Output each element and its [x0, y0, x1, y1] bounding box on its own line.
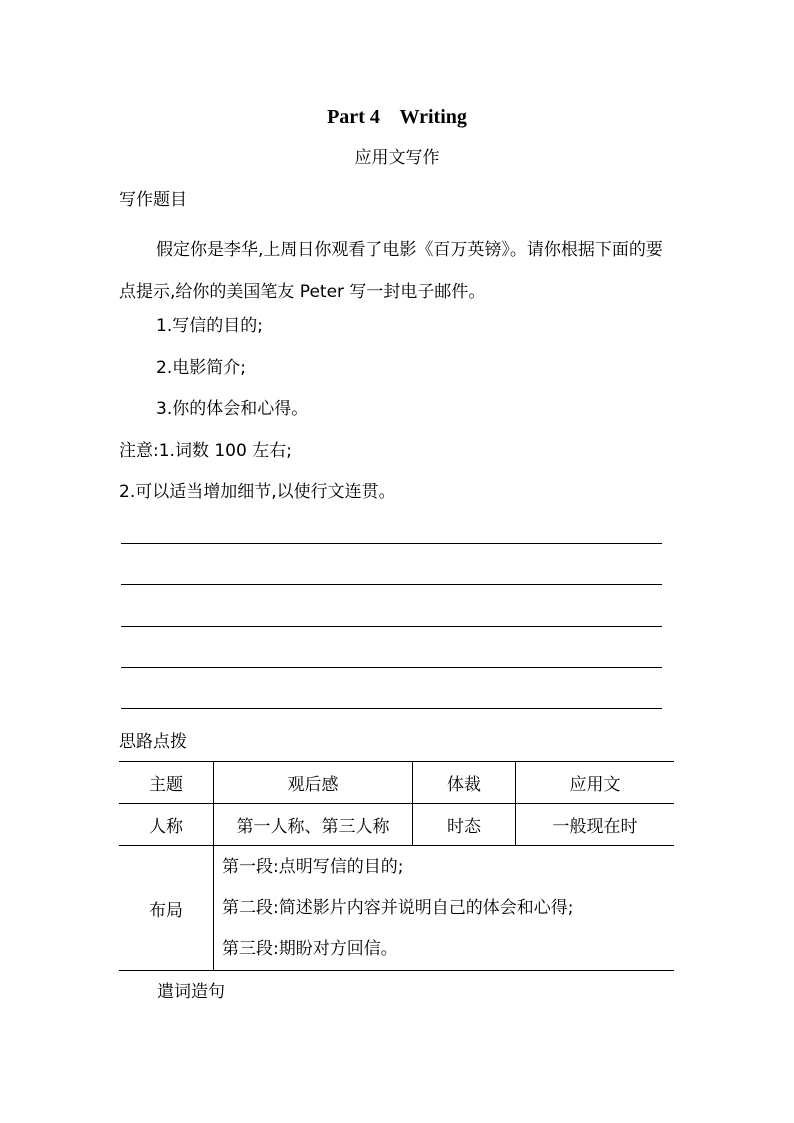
table-row — [119, 762, 674, 804]
task-point-1: 1.写信的目的; — [156, 316, 263, 336]
task-note-2: 2.可以适当增加细节,以使行文连贯。 — [119, 482, 396, 502]
answer-line[interactable] — [121, 667, 662, 668]
table-cell: 时态 — [413, 804, 516, 846]
layout-line-2: 第二段:简述影片内容并说明自己的体会和心得; — [222, 897, 574, 918]
layout-line-3: 第三段:期盼对方回信。 — [222, 938, 398, 959]
layout-cell — [214, 846, 675, 971]
table-cell: 一般现在时 — [516, 804, 675, 846]
table-cell: 第一人称、第三人称 — [214, 804, 413, 846]
table-cell: 体裁 — [413, 762, 516, 804]
page-subtitle: 应用文写作 — [354, 148, 440, 168]
table-row — [119, 846, 674, 971]
task-label: 写作题目 — [119, 190, 187, 210]
task-point-2: 2.电影简介; — [156, 358, 246, 378]
answer-line[interactable] — [121, 584, 662, 585]
page-title: Part 4 Writing — [327, 106, 467, 128]
table-row — [119, 804, 674, 846]
table-cell: 主题 — [119, 762, 214, 804]
guide-label: 思路点拨 — [119, 732, 187, 752]
table-cell: 布局 — [119, 846, 214, 971]
answer-line[interactable] — [121, 626, 662, 627]
layout-line-1: 第一段:点明写信的目的; — [222, 856, 404, 877]
answer-line[interactable] — [121, 543, 662, 544]
table-cell: 应用文 — [516, 762, 675, 804]
answer-line[interactable] — [121, 708, 662, 709]
outline-table — [119, 761, 674, 971]
task-note-1: 注意:1.词数 100 左右; — [119, 441, 292, 461]
table-cell: 人称 — [119, 804, 214, 846]
table-cell: 观后感 — [214, 762, 413, 804]
task-point-3: 3.你的体会和心得。 — [156, 399, 309, 419]
task-prompt: 假定你是李华,上周日你观看了电影《百万英镑》。请你根据下面的要点提示,给你的美国笔友 Peter 写一封电子邮件。 — [119, 240, 663, 302]
closing-label: 遣词造句 — [157, 982, 225, 1002]
